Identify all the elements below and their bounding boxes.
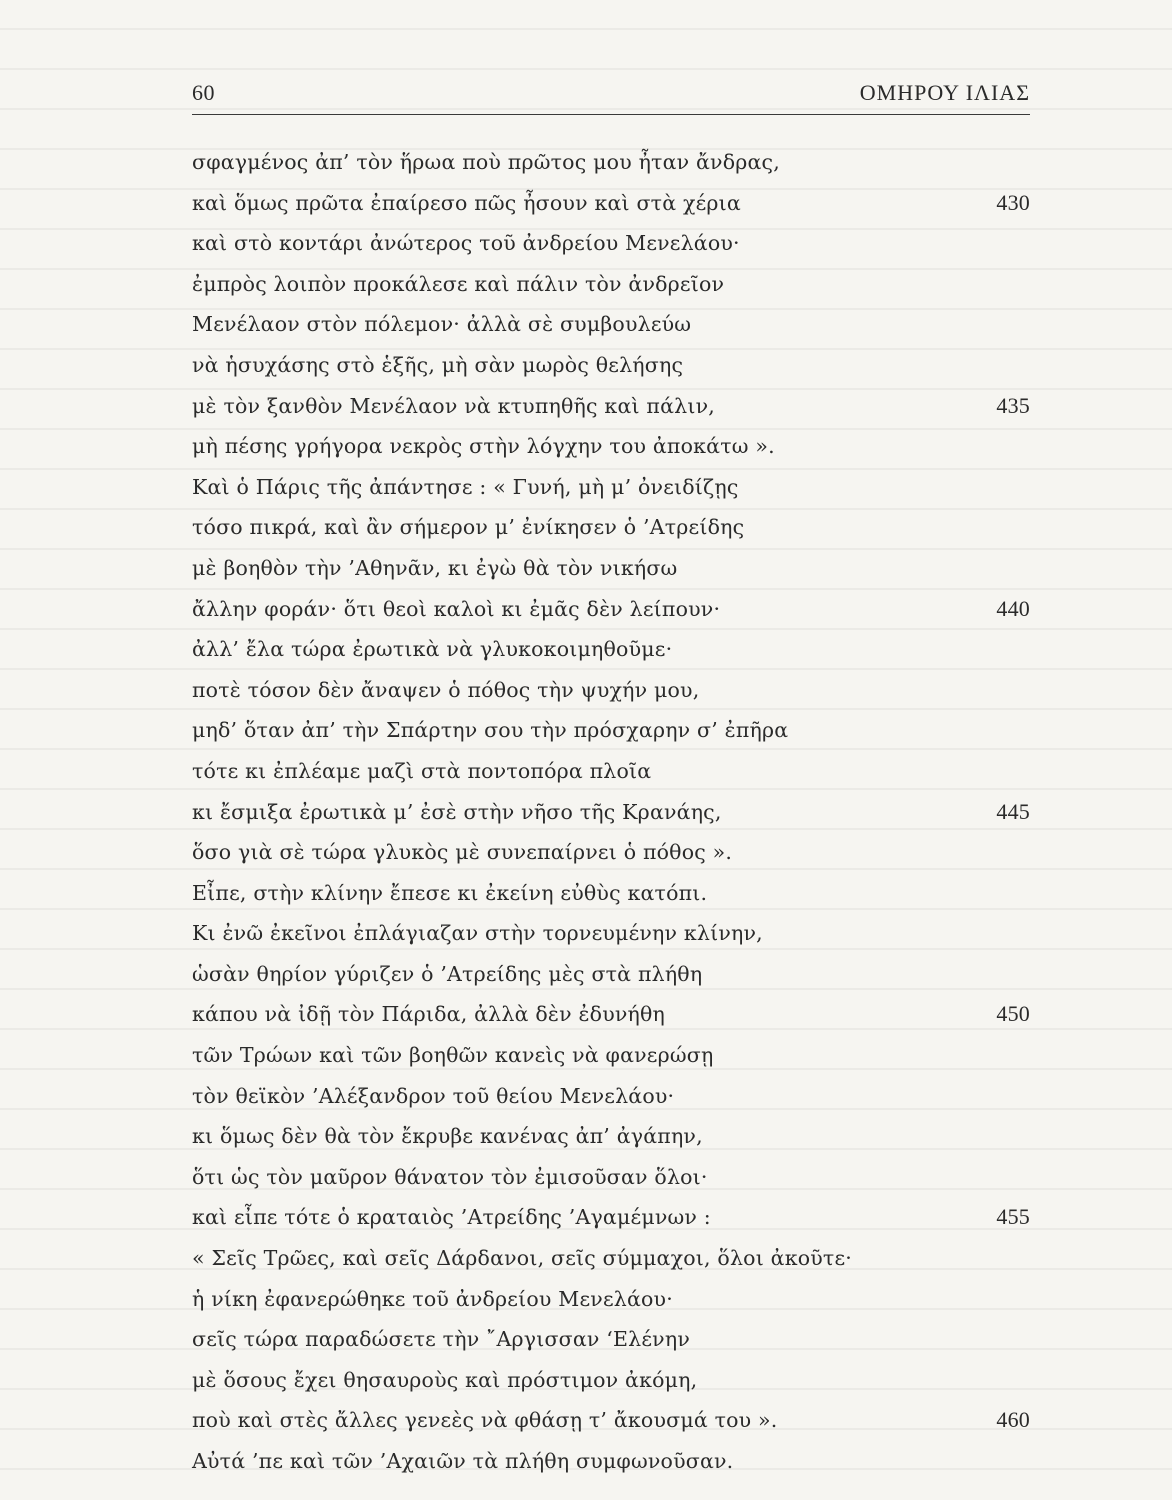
verse-text: Αὐτά ’πε καὶ τῶν ’Αχαιῶν τὰ πλήθη συμφωνοῦσαν. xyxy=(192,1449,734,1473)
verse-line xyxy=(192,1400,1030,1441)
verse-text: Κι ἐνῶ ἐκεῖνοι ἐπλάγιαζαν στὴν τορνευμένην κλίνην, xyxy=(192,921,763,946)
verse-text: μηδ’ ὅταν ἀπ’ τὴν Σπάρτην σου τὴν πρόσχαρην σ’ ἐπῆρα xyxy=(192,718,789,743)
verse-line xyxy=(192,183,1030,224)
verse-line xyxy=(192,954,1030,995)
verse-line xyxy=(192,548,1030,589)
verse-text: μὴ πέσης γρήγορα νεκρὸς στὴν λόγχην του ἀποκάτω ». xyxy=(192,434,775,459)
verse-text: κι ἔσμιξα ἐρωτικὰ μ’ ἐσὲ στὴν νῆσο τῆς Κρανάης, xyxy=(192,799,722,824)
verse-text: τὸν θεϊκὸν ’Αλέξανδρον τοῦ θείου Μενελάου· xyxy=(192,1083,675,1108)
verse-line xyxy=(192,629,1030,670)
line-number: 445 xyxy=(996,798,1030,824)
line-number: 450 xyxy=(996,1001,1030,1027)
verse-line xyxy=(192,264,1030,305)
line-number: 455 xyxy=(996,1204,1030,1230)
verse-line xyxy=(192,1319,1030,1360)
verse-text: κάπου νὰ ἰδῇ τὸν Πάριδα, ἀλλὰ δὲν ἐδυνήθη xyxy=(192,1002,666,1027)
line-number: 430 xyxy=(996,189,1030,215)
verse-line xyxy=(192,589,1030,630)
verse-text: ὡσὰν θηρίον γύριζεν ὁ ’Ατρείδης μὲς στὰ πλήθη xyxy=(192,961,703,986)
verse-text: μὲ βοηθὸν τὴν ’Αθηνᾶν, κι ἐγὼ θὰ τὸν νικήσω xyxy=(192,555,678,580)
verse-line xyxy=(192,426,1030,467)
verse-line xyxy=(192,386,1030,427)
verse-text: τότε κι ἐπλέαμε μαζὶ στὰ ποντοπόρα πλοῖα xyxy=(192,758,652,783)
verse-line xyxy=(192,1441,1030,1482)
verse-line xyxy=(192,751,1030,792)
verse-text: Εἶπε, στὴν κλίνην ἔπεσε κι ἐκείνη εὐθὺς κατόπι. xyxy=(192,880,708,905)
verse-line xyxy=(192,873,1030,914)
verse-line xyxy=(192,142,1030,183)
verse-text: σεῖς τώρα παραδώσετε τὴν ῎Αργισσαν ‘Ελένην xyxy=(192,1327,690,1352)
verse-text: νὰ ἡσυχάσης στὸ ἑξῆς, μὴ σὰν μωρὸς θελήσης xyxy=(192,352,684,377)
verse-text: ὅσο γιὰ σὲ τώρα γλυκὸς μὲ συνεπαίρνει ὁ πόθος ». xyxy=(192,840,733,865)
verse-text: ποὺ καὶ στὲς ἄλλες γενεὲς νὰ φθάσῃ τ’ ἄκουσμά του ». xyxy=(192,1408,778,1433)
verse-text: κι ὅμως δὲν θὰ τὸν ἔκρυβε κανένας ἀπ’ ἀγάπην, xyxy=(192,1124,703,1149)
verse-line xyxy=(192,1238,1030,1279)
verse-line xyxy=(192,832,1030,873)
line-number: 460 xyxy=(996,1407,1030,1433)
verse-line xyxy=(192,792,1030,833)
verse-line xyxy=(192,345,1030,386)
page-number: 60 xyxy=(192,80,215,105)
verse-line xyxy=(192,1157,1030,1198)
verse-line xyxy=(192,1279,1030,1320)
verse-text: ἄλλην φοράν· ὅτι θεοὶ καλοὶ κι ἐμᾶς δὲν λείπουν· xyxy=(192,596,721,621)
verse-text: καὶ εἶπε τότε ὁ κραταιὸς ’Ατρείδης ’Αγαμέμνων : xyxy=(192,1205,711,1230)
verse-line xyxy=(192,710,1030,751)
line-number: 440 xyxy=(996,595,1030,621)
verse-text: τῶν Τρώων καὶ τῶν βοηθῶν κανεὶς νὰ φανερώσῃ xyxy=(192,1043,714,1068)
verse-text: ὅτι ὡς τὸν μαῦρον θάνατον τὸν ἐμισοῦσαν ὅλοι· xyxy=(192,1164,708,1189)
verse-line xyxy=(192,1035,1030,1076)
verse-text: σφαγμένος ἀπ’ τὸν ἥρωα ποὺ πρῶτος μου ἦταν ἄνδρας, xyxy=(192,150,780,174)
verse-text: Μενέλαον στὸν πόλεμον· ἀλλὰ σὲ συμβουλεύω xyxy=(192,312,692,337)
verse-line xyxy=(192,1076,1030,1117)
verse-line xyxy=(192,1360,1030,1401)
verse-line xyxy=(192,1197,1030,1238)
verse-text: μὲ τὸν ξανθὸν Μενέλαον νὰ κτυπηθῆς καὶ πάλιν, xyxy=(192,393,715,418)
verse-text: ἐμπρὸς λοιπὸν προκάλεσε καὶ πάλιν τὸν ἀνδρεῖον xyxy=(192,271,725,296)
verse-line xyxy=(192,223,1030,264)
verse-text: ποτὲ τόσον δὲν ἄναψεν ὁ πόθος τὴν ψυχήν μου, xyxy=(192,677,700,702)
verse-text: Καὶ ὁ Πάρις τῆς ἀπάντησε : « Γυνή, μὴ μ’ ὀνειδίζῃς xyxy=(192,474,739,499)
verse-line xyxy=(192,670,1030,711)
poem-body xyxy=(192,142,1030,1482)
verse-text: ἡ νίκη ἐφανερώθηκε τοῦ ἀνδρείου Μενελάου· xyxy=(192,1286,673,1311)
verse-text: καὶ ὅμως πρῶτα ἐπαίρεσο πῶς ἦσουν καὶ στὰ χέρια xyxy=(192,190,741,215)
verse-line xyxy=(192,304,1030,345)
verse-line xyxy=(192,1116,1030,1157)
verse-text: μὲ ὅσους ἔχει θησαυροὺς καὶ πρόστιμον ἀκόμη, xyxy=(192,1367,698,1392)
verse-text: τόσο πικρά, καὶ ἂν σήμερον μ’ ἐνίκησεν ὁ ’Ατρείδης xyxy=(192,515,745,540)
page-header xyxy=(192,80,1030,114)
line-number: 435 xyxy=(996,392,1030,418)
verse-text: καὶ στὸ κοντάρι ἀνώτερος τοῦ ἀνδρείου Μενελάου· xyxy=(192,231,740,256)
verse-line xyxy=(192,467,1030,508)
verse-line xyxy=(192,913,1030,954)
verse-text: « Σεῖς Τρῶες, καὶ σεῖς Δάρδανοι, σεῖς σύμμαχοι, ὅλοι ἀκοῦτε· xyxy=(192,1246,853,1271)
verse-line xyxy=(192,994,1030,1035)
verse-text: ἀλλ’ ἔλα τώρα ἐρωτικὰ νὰ γλυκοκοιμηθοῦμε· xyxy=(192,637,673,662)
running-title: ΟΜΗΡΟΥ ΙΛΙΑΣ xyxy=(859,80,1030,105)
header-rule xyxy=(192,114,1030,115)
verse-line xyxy=(192,507,1030,548)
